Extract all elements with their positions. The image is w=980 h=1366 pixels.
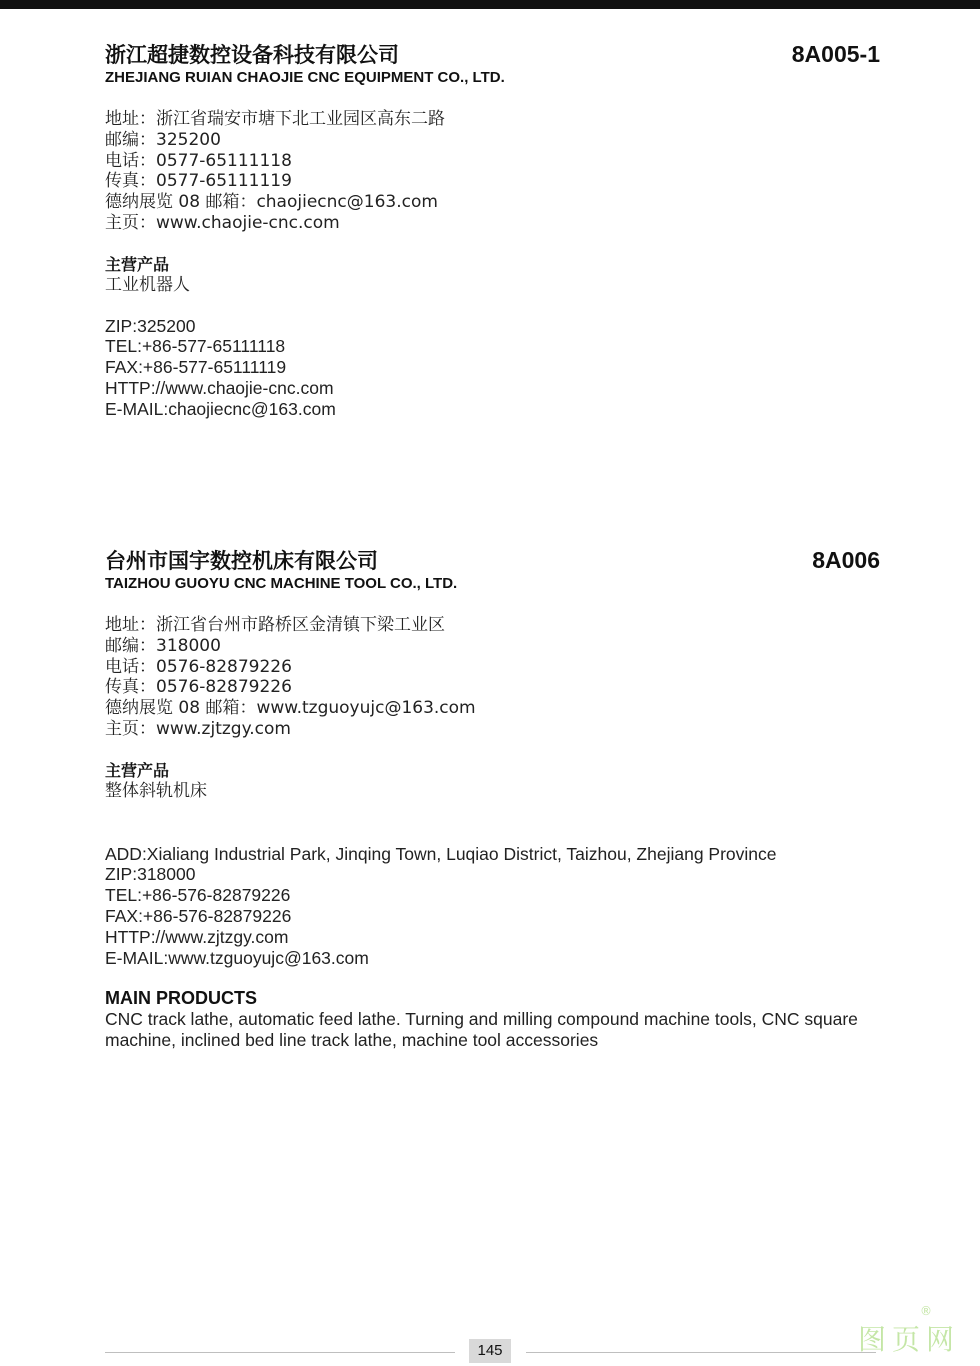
en-http: HTTP://www.zjtzgy.com (105, 926, 289, 947)
email: 德纳展览 08 邮箱：chaojiecnc@163.com (105, 192, 438, 213)
products-heading: 主营产品 (105, 254, 170, 274)
phone: 电话：0576-82879226 (105, 656, 292, 677)
company-entry-1 (105, 41, 880, 420)
booth-code: 8A005-1 (791, 41, 880, 67)
top-rule (0, 0, 980, 9)
phone: 电话：0577-65111118 (105, 150, 292, 171)
en-address: ADD:Xialiang Industrial Park, Jinqing Town, Luqiao District, Taizhou, Zhejiang Province (105, 843, 777, 864)
en-zip: ZIP:325200 (105, 315, 196, 336)
en-http: HTTP://www.chaojie-cnc.com (105, 377, 334, 398)
en-email: E-MAIL:www.tzguoyujc@163.com (105, 947, 369, 968)
en-fax: FAX:+86-576-82879226 (105, 905, 292, 926)
products-heading: 主营产品 (105, 760, 170, 780)
en-fax: FAX:+86-577-65111119 (105, 357, 287, 378)
address: 地址：浙江省瑞安市塘下北工业园区高东二路 (105, 109, 445, 129)
homepage: 主页：www.zjtzgy.com (105, 718, 291, 739)
postcode: 邮编：325200 (105, 129, 221, 150)
footer-rule-left (105, 1352, 455, 1353)
en-email: E-MAIL:chaojiecnc@163.com (105, 398, 336, 419)
watermark-registered-mark: ® (920, 1304, 932, 1318)
company-en-name: ZHEJIANG RUIAN CHAOJIE CNC EQUIPMENT CO., LTD. (105, 69, 505, 86)
watermark-logo: 图页网 (858, 1323, 961, 1356)
fax: 传真：0577-65111119 (105, 171, 292, 192)
page-number: 145 (469, 1339, 511, 1363)
en-products-heading: MAIN PRODUCTS (105, 988, 257, 1009)
footer-rule-right (526, 1352, 876, 1353)
company-cn-name: 浙江超捷数控设备科技有限公司 (105, 43, 399, 67)
products: 工业机器人 (105, 274, 190, 295)
en-products: CNC track lathe, automatic feed lathe. Turning and milling compound machine tools, CNC square machine, inclined bed line track lathe, machine tool accessories (105, 1009, 858, 1051)
en-zip: ZIP:318000 (105, 864, 196, 885)
company-entry-2 (105, 547, 880, 1051)
company-cn-name: 台州市国宇数控机床有限公司 (105, 549, 378, 573)
company-en-name: TAIZHOU GUOYU CNC MACHINE TOOL CO., LTD. (105, 575, 458, 592)
email: 德纳展览 08 邮箱：www.tzguoyujc@163.com (105, 698, 476, 719)
postcode: 邮编：318000 (105, 635, 221, 656)
fax: 传真：0576-82879226 (105, 677, 292, 698)
booth-code: 8A006 (812, 547, 880, 573)
en-tel: TEL:+86-577-65111118 (105, 336, 286, 357)
en-tel: TEL:+86-576-82879226 (105, 885, 291, 906)
products: 整体斜轨机床 (105, 780, 207, 801)
homepage: 主页：www.chaojie-cnc.com (105, 212, 340, 233)
address: 地址：浙江省台州市路桥区金清镇下梁工业区 (105, 615, 445, 635)
